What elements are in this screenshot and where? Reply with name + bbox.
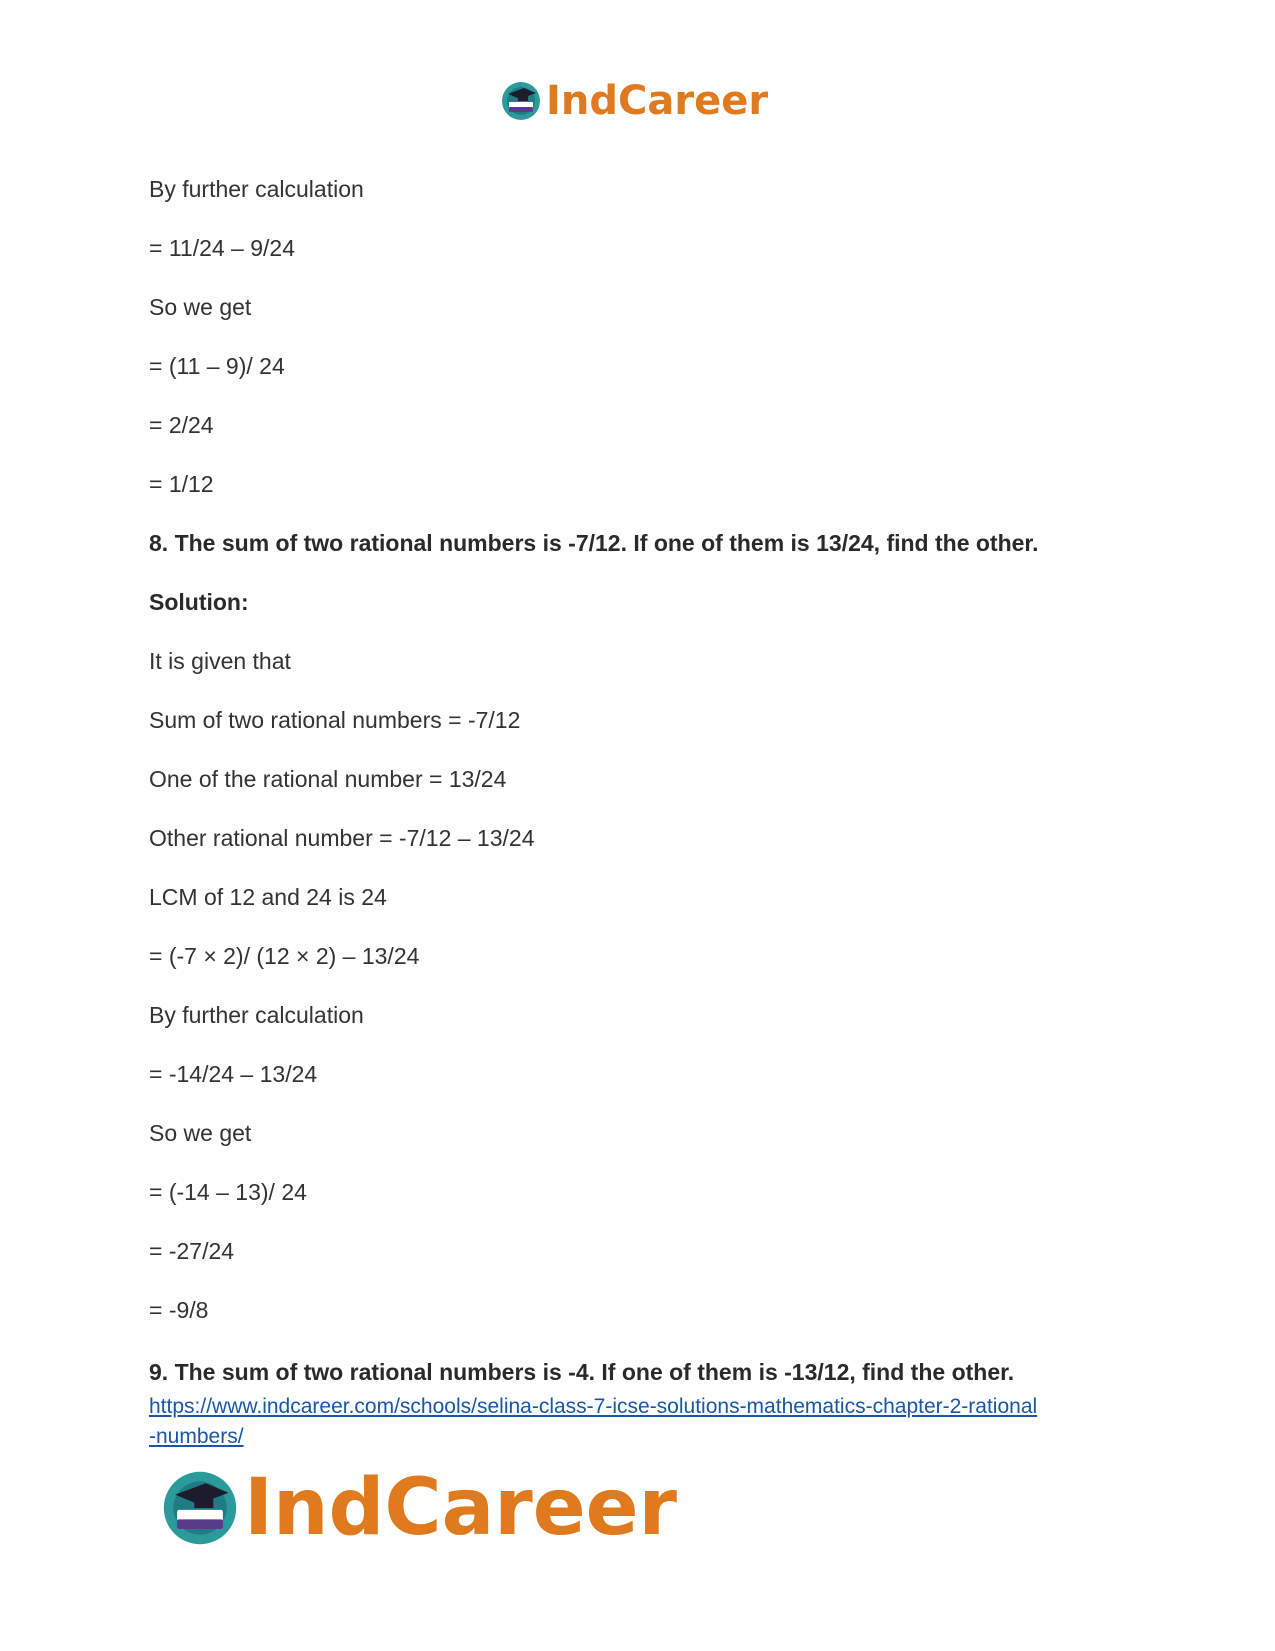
text-line: = (-14 – 13)/ 24: [149, 1179, 307, 1205]
text-line: So we get: [149, 294, 252, 320]
text-line: = 2/24: [149, 412, 214, 438]
text-line: So we get: [149, 1120, 252, 1146]
text-line: By further calculation: [149, 176, 364, 202]
source-link-line-2[interactable]: -numbers/: [149, 1425, 244, 1448]
text-line: = -9/8: [149, 1297, 209, 1323]
question-9: 9. The sum of two rational numbers is -4. If one of them is -13/12, find the other.: [149, 1359, 1015, 1385]
source-link-line-1[interactable]: https://www.indcareer.com/schools/selina-class-7-icse-solutions-mathematics-chapter-2-rational: [149, 1395, 1038, 1418]
text-line: LCM of 12 and 24 is 24: [149, 884, 387, 910]
graduation-book-icon: [500, 80, 542, 122]
question-line: 8. The sum of two rational numbers is -7/12. If one of them is 13/24, find the other.: [149, 530, 1039, 556]
text-line: = (-7 × 2)/ (12 × 2) – 13/24: [149, 943, 420, 969]
text-line: = 1/12: [149, 471, 214, 497]
text-line: By further calculation: [149, 1002, 364, 1028]
footer-logo: [160, 1463, 677, 1553]
text-line: Sum of two rational numbers = -7/12: [149, 707, 521, 733]
footer-logo-text: IndCareer: [244, 1463, 677, 1553]
header-logo: [500, 80, 768, 122]
text-line: = -14/24 – 13/24: [149, 1061, 318, 1087]
text-line: = -27/24: [149, 1238, 235, 1264]
text-line: Other rational number = -7/12 – 13/24: [149, 825, 535, 851]
source-link[interactable]: [149, 1392, 1129, 1452]
text-line: One of the rational number = 13/24: [149, 766, 507, 792]
header-logo-text: IndCareer: [546, 78, 769, 124]
question-line: Solution:: [149, 589, 249, 615]
document-body: [149, 174, 1129, 1354]
text-line: = (11 – 9)/ 24: [149, 353, 285, 379]
text-line: = 11/24 – 9/24: [149, 235, 296, 261]
text-line: It is given that: [149, 648, 291, 674]
graduation-book-icon: [160, 1468, 240, 1548]
